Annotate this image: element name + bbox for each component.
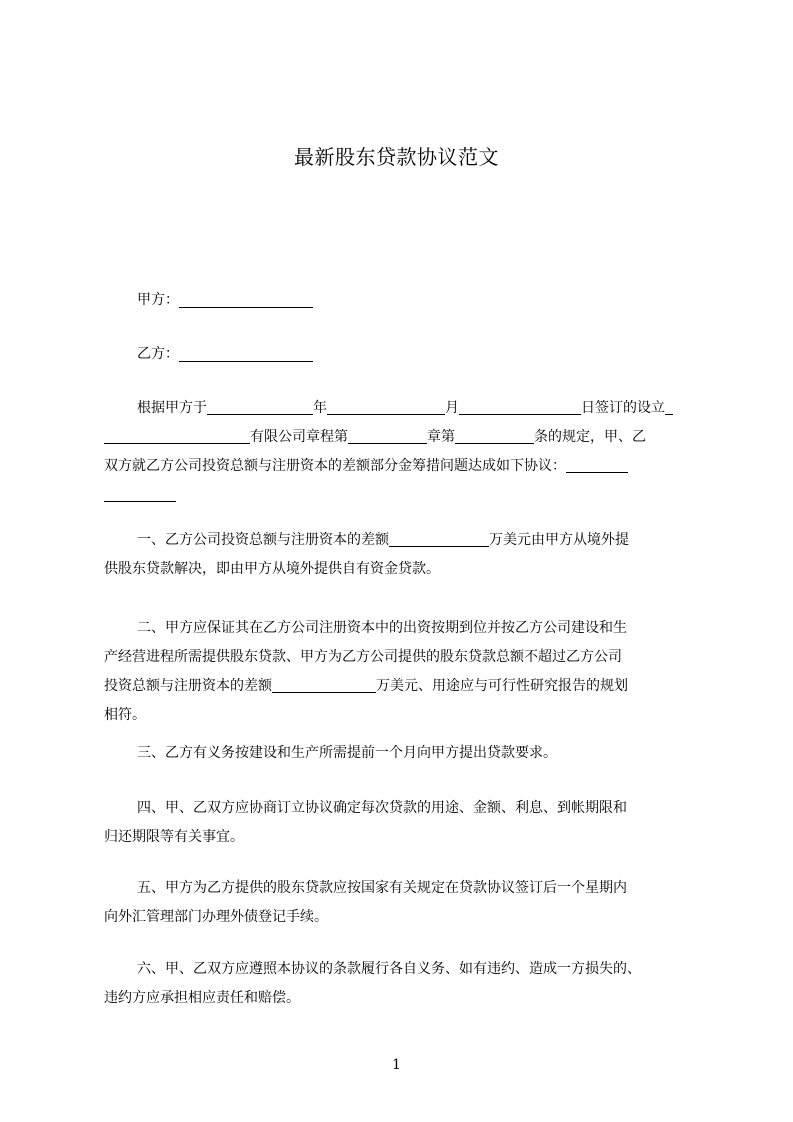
company-blank-start [665,400,673,415]
chapter-blank [348,429,427,444]
intro-line-1 [104,394,701,423]
clause-6 [104,955,701,1013]
clause-2-text-2: 产经营进程所需提供股东贷款、甲方为乙方公司提供的股东贷款总额不超过乙方公司 [104,649,622,665]
intro-line-4 [104,481,701,510]
article-blank [455,429,534,444]
clause-3 [104,739,701,768]
clause-4-line-2 [104,823,701,852]
clause-6-line-2 [104,984,701,1013]
party-b-line [137,344,313,364]
intro-text-1c: 月 [445,400,459,416]
clause-4-text-1: 四、甲、乙双方应协商订立协议确定每次贷款的用途、金额、利息、到帐期限和 [137,800,627,816]
agreement-blank-2 [104,487,176,502]
intro-line-2 [104,423,701,452]
clause-5-line-2 [104,903,701,932]
clause-2-text-1: 二、甲方应保证其在乙方公司注册资本中的出资按期到位并按乙方公司建设和生 [137,620,627,636]
clause-1-line-2 [104,555,701,584]
intro-text-3: 双方就乙方公司投资总额与注册资本的差额部分金筹措问题达成如下协议： [104,458,566,474]
clause-2-text-3a: 投资总额与注册资本的差额 [104,678,272,694]
clause-2-amount-blank [272,678,376,693]
clause-5-text-2: 向外汇管理部门办理外债登记手续。 [104,909,328,925]
party-a-blank [179,293,313,308]
clause-2-line-1 [104,614,701,643]
clause-4-line-1 [104,794,701,823]
clause-1-text-1b: 万美元由甲方从境外提 [489,532,629,548]
year-blank [207,400,313,415]
intro-text-2a: 有限公司章程第 [250,429,348,445]
clause-6-text-1: 六、甲、乙双方应遵照本协议的条款履行各自义务、如有违约、造成一方损失的、 [137,961,641,977]
document-title: 最新股东贷款协议范文 [294,145,499,169]
party-a-line [137,290,313,310]
intro-text-1a: 根据甲方于 [137,400,207,416]
page-number: 1 [392,1057,401,1073]
clause-3-line-1 [104,739,701,768]
company-name-blank [104,429,250,444]
party-b-label: 乙方： [137,346,179,362]
clause-3-text-1: 三、乙方有义务按建设和生产所需提前一个月向甲方提出贷款要求。 [137,745,557,761]
clause-4 [104,794,701,852]
clause-1-amount-blank [389,532,489,547]
party-b-blank [179,347,313,362]
intro-text-2b: 章第 [427,429,455,445]
party-a-label: 甲方： [137,292,179,308]
intro-paragraph [104,394,701,510]
intro-text-1b: 年 [313,400,327,416]
intro-line-3 [104,452,701,481]
clause-2-text-3b: 万美元、用途应与可行性研究报告的规划 [376,678,628,694]
clause-2-line-4 [104,701,701,730]
clause-1-text-1a: 一、乙方公司投资总额与注册资本的差额 [137,532,389,548]
clause-5-text-1: 五、甲方为乙方提供的股东贷款应按国家有关规定在贷款协议签订后一个星期内 [137,880,627,896]
clause-2-line-2 [104,643,701,672]
agreement-blank-1 [566,458,628,473]
intro-text-2c: 条的规定，甲、乙 [534,429,646,445]
clause-2-line-3 [104,672,701,701]
clause-6-line-1 [104,955,701,984]
clause-1 [104,526,701,584]
clause-6-text-2: 违约方应承担相应责任和赔偿。 [104,990,300,1006]
day-blank [459,400,581,415]
clause-5-line-1 [104,874,701,903]
clause-1-text-2: 供股东贷款解决，即由甲方从境外提供自有资金贷款。 [104,561,440,577]
clause-5 [104,874,701,932]
clause-1-line-1 [104,526,701,555]
clause-2 [104,614,701,730]
clause-2-text-4: 相符。 [104,707,146,723]
clause-4-text-2: 归还期限等有关事宜。 [104,829,244,845]
month-blank [327,400,445,415]
intro-text-1d: 日签订的设立 [581,400,665,416]
